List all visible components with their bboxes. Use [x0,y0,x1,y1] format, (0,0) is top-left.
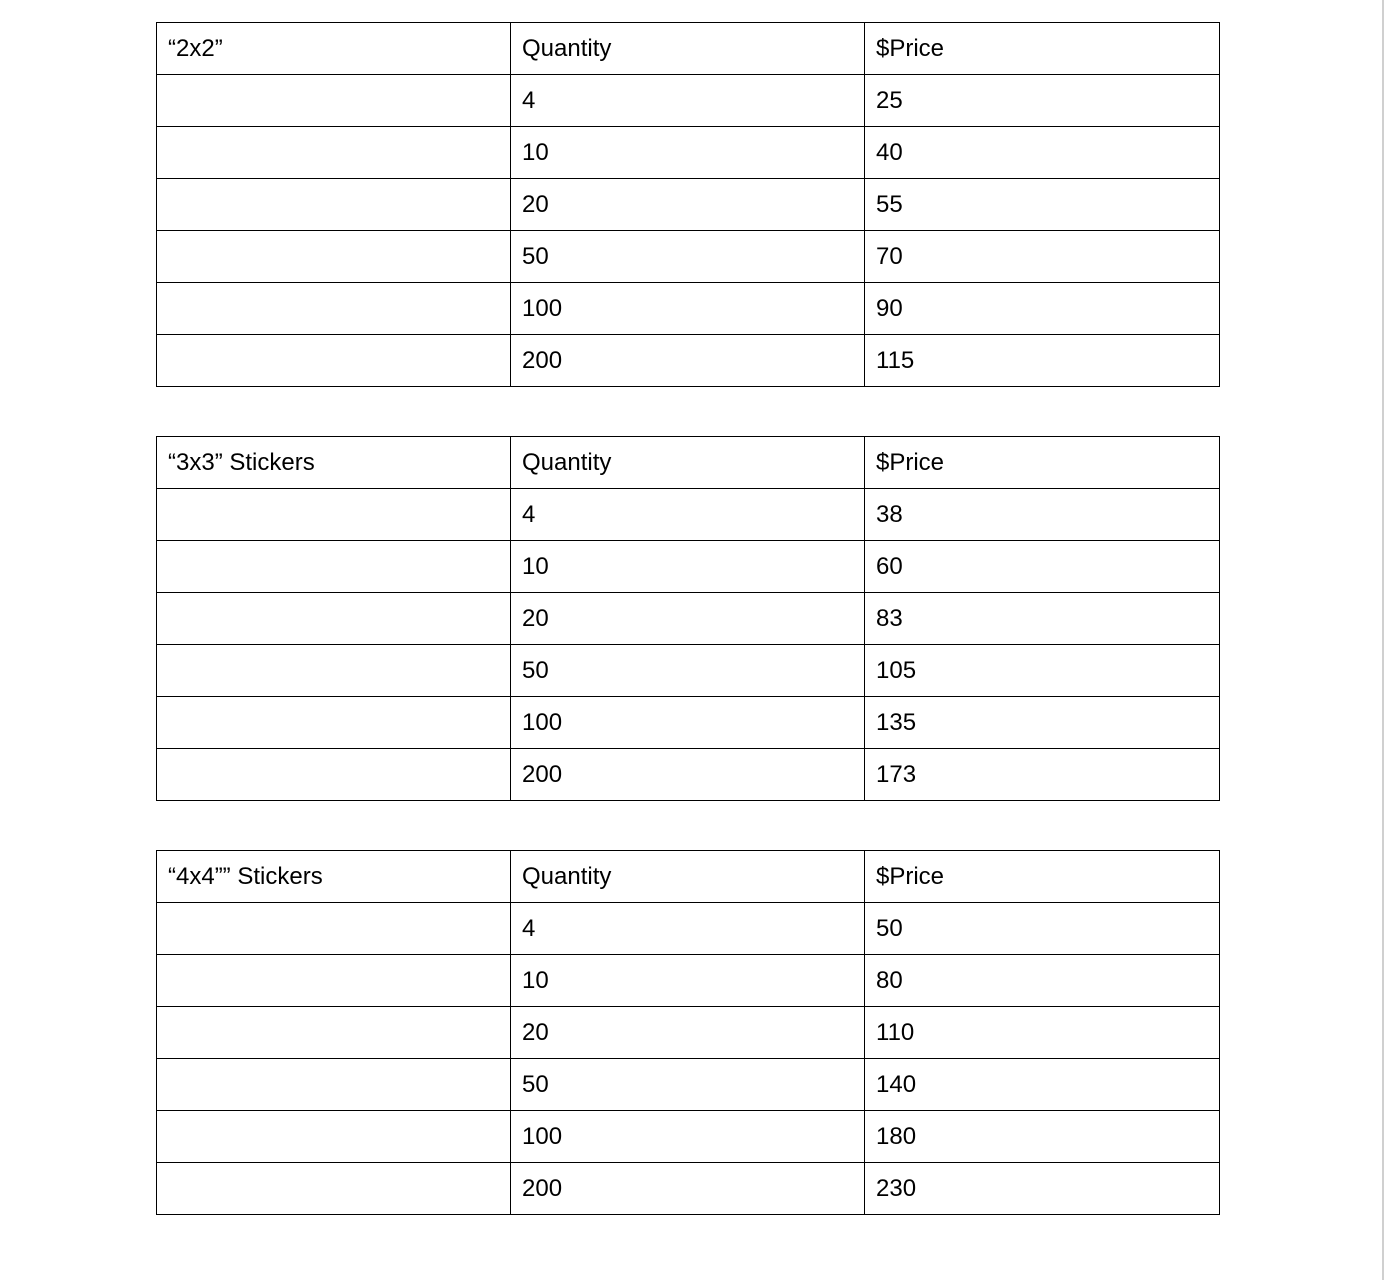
empty-cell [157,179,511,231]
price-cell: 40 [865,127,1220,179]
price-cell: 83 [865,593,1220,645]
empty-cell [157,593,511,645]
empty-cell [157,335,511,387]
price-header-cell: $Price [865,851,1220,903]
quantity-header-cell: Quantity [511,851,865,903]
empty-cell [157,903,511,955]
table-row [157,179,1220,231]
table-row [157,489,1220,541]
quantity-cell: 50 [511,1059,865,1111]
quantity-cell: 100 [511,697,865,749]
price-cell: 140 [865,1059,1220,1111]
table-row [157,749,1220,801]
empty-cell [157,541,511,593]
price-cell: 60 [865,541,1220,593]
price-cell: 50 [865,903,1220,955]
quantity-cell: 100 [511,283,865,335]
table-row [157,541,1220,593]
empty-cell [157,1163,511,1215]
table-row [157,283,1220,335]
table-title-cell: “4x4”” Stickers [157,851,511,903]
quantity-cell: 4 [511,489,865,541]
empty-cell [157,645,511,697]
price-cell: 230 [865,1163,1220,1215]
price-header-cell: $Price [865,23,1220,75]
price-cell: 173 [865,749,1220,801]
table-row [157,1059,1220,1111]
quantity-cell: 10 [511,127,865,179]
table-header-row [157,23,1220,75]
price-cell: 80 [865,955,1220,1007]
price-cell: 38 [865,489,1220,541]
price-table-4x4 [156,850,1220,1215]
quantity-cell: 20 [511,593,865,645]
price-cell: 115 [865,335,1220,387]
table-row [157,75,1220,127]
table-row [157,335,1220,387]
table-row [157,127,1220,179]
table-row [157,593,1220,645]
empty-cell [157,1111,511,1163]
table-title-cell: “3x3” Stickers [157,437,511,489]
price-cell: 135 [865,697,1220,749]
table-row [157,903,1220,955]
empty-cell [157,697,511,749]
quantity-cell: 10 [511,955,865,1007]
table-header-row [157,851,1220,903]
quantity-cell: 10 [511,541,865,593]
quantity-cell: 4 [511,75,865,127]
empty-cell [157,955,511,1007]
price-cell: 105 [865,645,1220,697]
table-row [157,645,1220,697]
table-row [157,1007,1220,1059]
quantity-cell: 20 [511,179,865,231]
price-cell: 180 [865,1111,1220,1163]
price-cell: 55 [865,179,1220,231]
price-table-3x3 [156,436,1220,801]
quantity-cell: 20 [511,1007,865,1059]
empty-cell [157,749,511,801]
quantity-cell: 100 [511,1111,865,1163]
quantity-cell: 50 [511,645,865,697]
quantity-cell: 200 [511,749,865,801]
empty-cell [157,127,511,179]
table-row [157,697,1220,749]
table-row [157,1163,1220,1215]
quantity-cell: 50 [511,231,865,283]
empty-cell [157,1007,511,1059]
price-cell: 70 [865,231,1220,283]
price-cell: 90 [865,283,1220,335]
empty-cell [157,75,511,127]
empty-cell [157,283,511,335]
quantity-header-cell: Quantity [511,437,865,489]
price-table-2x2 [156,22,1220,387]
empty-cell [157,1059,511,1111]
table-header-row [157,437,1220,489]
empty-cell [157,489,511,541]
price-cell: 110 [865,1007,1220,1059]
table-row [157,1111,1220,1163]
table-row [157,955,1220,1007]
empty-cell [157,231,511,283]
price-header-cell: $Price [865,437,1220,489]
quantity-cell: 200 [511,335,865,387]
table-title-cell: “2x2” [157,23,511,75]
price-cell: 25 [865,75,1220,127]
quantity-cell: 200 [511,1163,865,1215]
quantity-cell: 4 [511,903,865,955]
table-row [157,231,1220,283]
quantity-header-cell: Quantity [511,23,865,75]
